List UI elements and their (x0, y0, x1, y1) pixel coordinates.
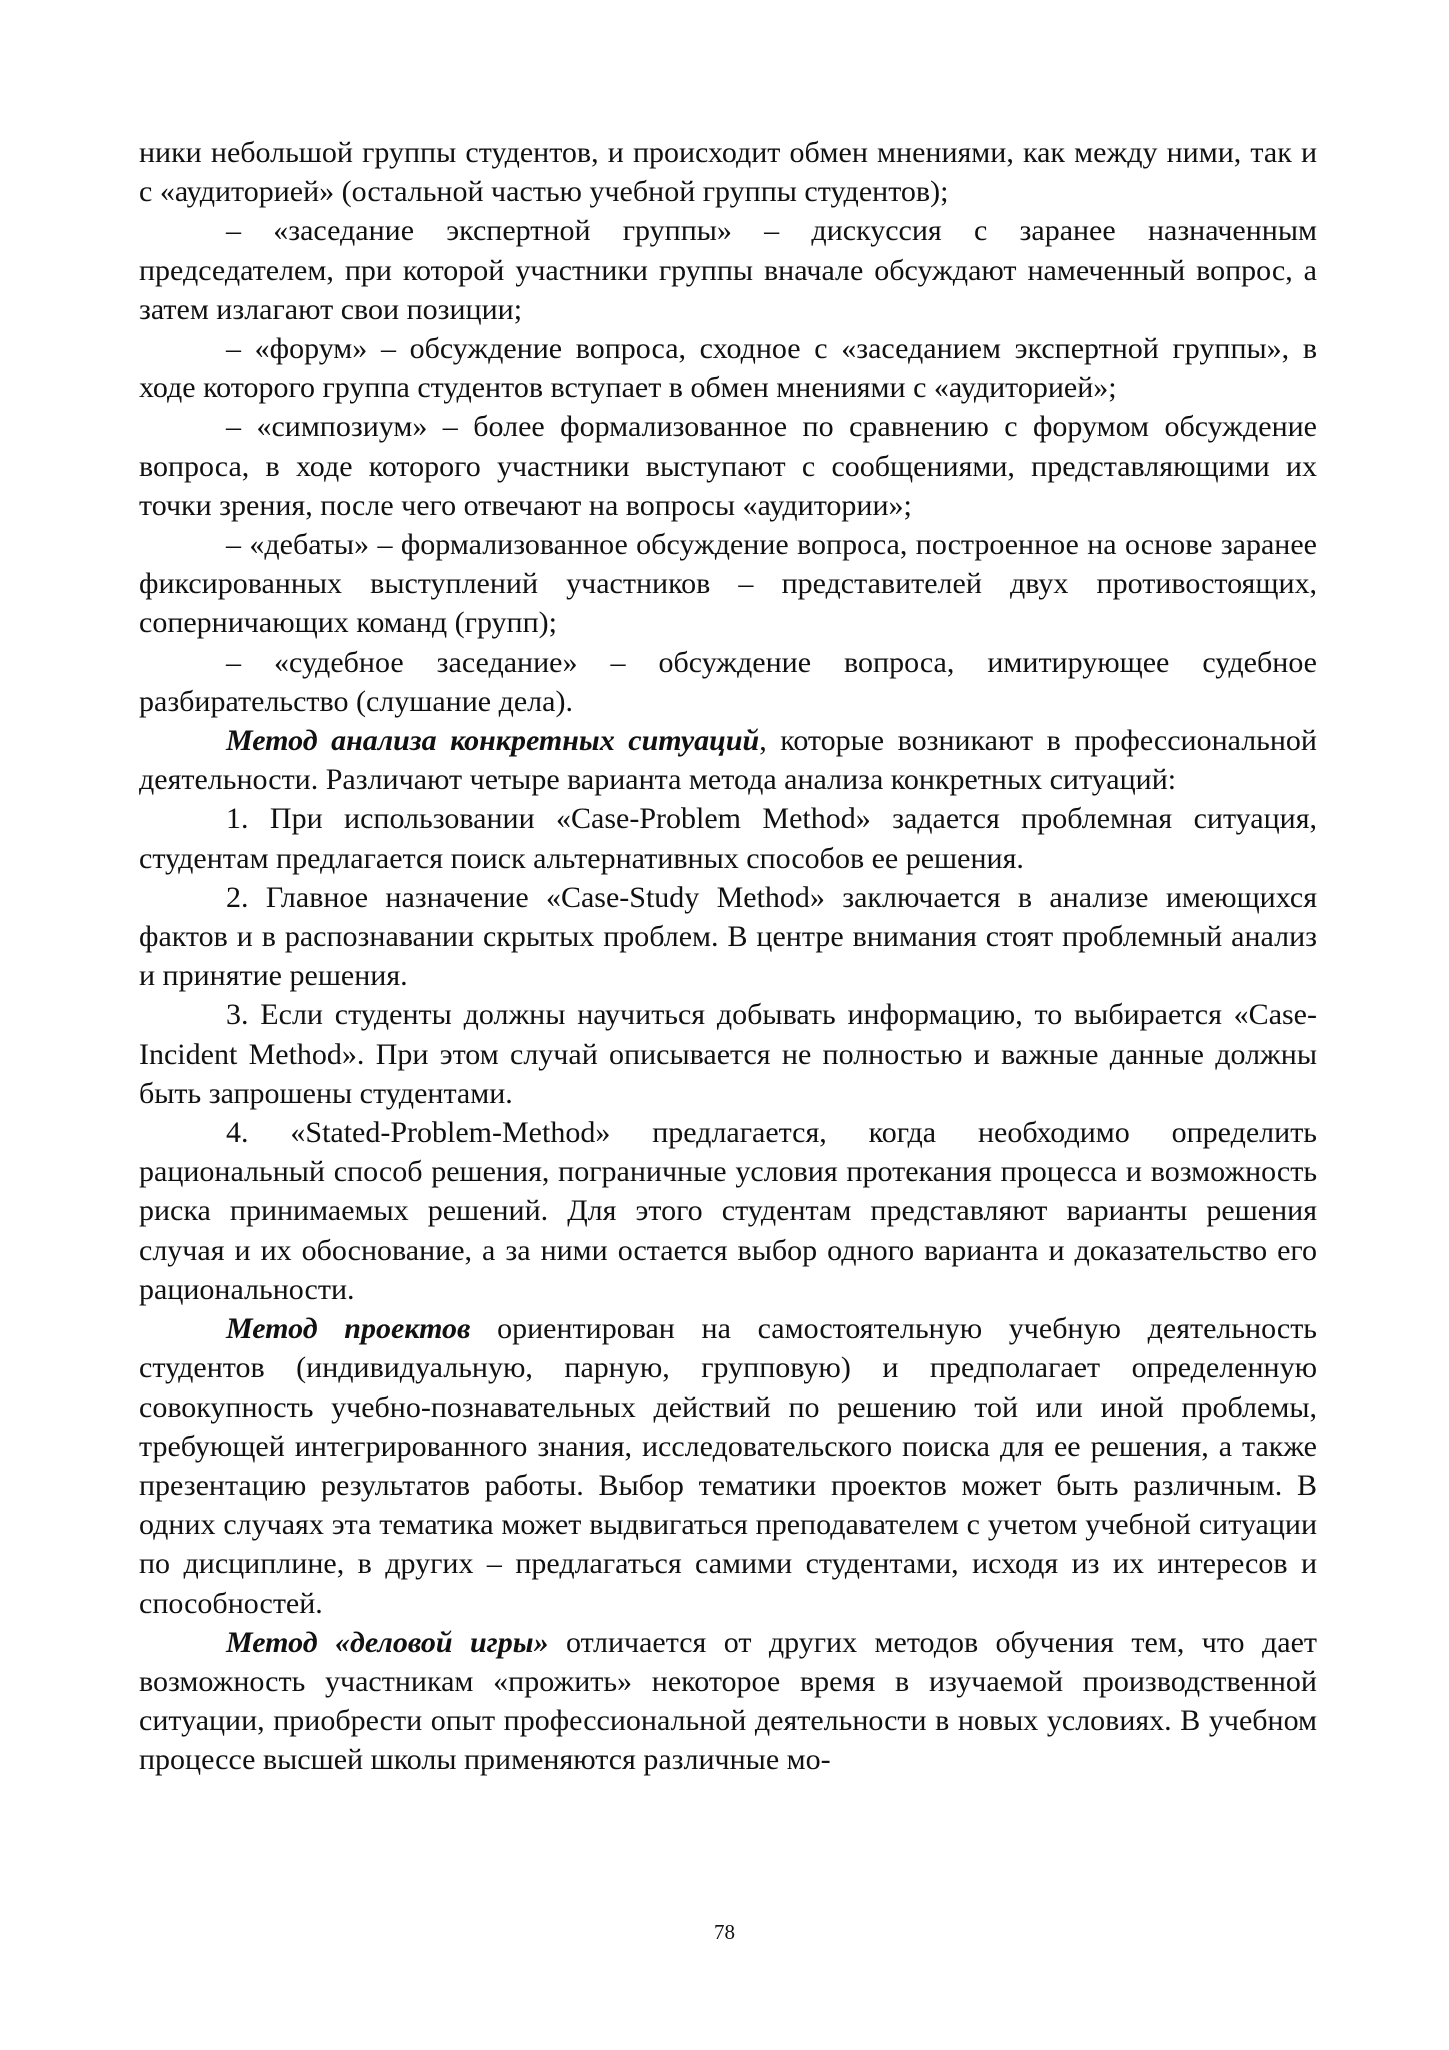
paragraph (139, 643, 1317, 721)
term-heading: Метод проектов (226, 1312, 471, 1346)
page-number: 78 (714, 1920, 735, 1944)
term-heading: Метод анализа конкретных ситуаций (226, 724, 760, 758)
paragraph (139, 133, 1317, 211)
paragraph-text: 1. При использовании «Case-Problem Method» задается проблемная ситуация, студентам предлагается поиск альтернативных способов ее решения. (139, 802, 1317, 875)
paragraph-text: – «форум» – обсуждение вопроса, сходное с «заседанием экспертной группы», в ходе которого группа студентов вступает в обмен мнениями с «аудиторией»; (139, 332, 1317, 405)
paragraph (139, 329, 1317, 407)
paragraph-text: , которые возникают в профессиональной деятельности. Различают четыре варианта метода анализа конкретных ситуаций: (139, 724, 1317, 797)
paragraph (139, 1309, 1317, 1623)
paragraph (139, 995, 1317, 1113)
paragraph-text: – «заседание экспертной группы» – дискуссия с заранее назначенным председателем, при которой участники группы вначале обсуждают намеченный вопрос, а затем излагают свои позиции; (139, 214, 1317, 326)
paragraph-text: 2. Главное назначение «Case-Study Method» заключается в анализе имеющихся фактов и в распознавании скрытых проблем. В центре внимания стоят проблемный анализ и принятие решения. (139, 880, 1317, 993)
paragraph (139, 407, 1317, 525)
paragraph-text: отличается от других методов обучения тем, что дает возможность участникам «прожить» некоторое время в изучаемой производственной ситуации, приобрести опыт профессиональной деятельности в новых условиях. В учебном процессе высшей школы применяются различные мо- (139, 1625, 1317, 1777)
paragraph-text: 3. Если студенты должны научиться добывать информацию, то выбирается «Case-Incident Method». При этом случай описывается не полностью и важные данные должны быть запрошены студентами. (139, 998, 1317, 1110)
paragraph-text: – «судебное заседание» – обсуждение вопроса, имитирующее судебное разбирательство (слушание дела). (139, 645, 1317, 718)
term-heading: Метод «деловой игры» (226, 1625, 549, 1659)
paragraph (139, 721, 1317, 799)
paragraph (139, 1113, 1317, 1309)
paragraph-text: – «дебаты» – формализованное обсуждение вопроса, построенное на основе заранее фиксированных выступлений участников – представителей двух противостоящих, соперничающих команд (групп); (139, 528, 1317, 640)
paragraph (139, 878, 1317, 996)
page-body (139, 133, 1317, 1780)
paragraph (139, 525, 1317, 643)
paragraph-text: – «симпозиум» – более формализованное по сравнению с форумом обсуждение вопроса, в ходе которого участники выступают с сообщениями, представляющими их точки зрения, после чего отвечают на вопросы «аудитории»; (139, 410, 1317, 522)
paragraph-text: 4. «Stated-Problem-Method» предлагается, когда необходимо определить рациональный способ решения, пограничные условия протекания процесса и возможность риска принимаемых решений. Для этого студентам представляют варианты решения случая и их обоснование, а за ними остается выбор одного варианта и доказательство его рациональности. (139, 1116, 1317, 1306)
paragraph (139, 799, 1317, 877)
paragraph (139, 1623, 1317, 1780)
paragraph-text: ники небольшой группы студентов, и происходит обмен мнениями, как между ними, так и с «аудиторией» (остальной частью учебной группы студентов); (139, 136, 1317, 209)
paragraph-text: ориентирован на самостоятельную учебную деятельность студентов (индивидуальную, парную, групповую) и предполагает определенную совокупность учебно-познавательных действий по решению той или иной проблемы, требующей интегрированного знания, исследовательского поиска для ее решения, а также презентацию результатов работы. Выбор тематики проектов может быть различным. В одних случаях эта тематика может выдвигаться преподавателем с учетом учебной ситуации по дисциплине, в других – предлагаться самими студентами, исходя из их интересов и способностей. (139, 1312, 1317, 1620)
paragraph (139, 211, 1317, 329)
